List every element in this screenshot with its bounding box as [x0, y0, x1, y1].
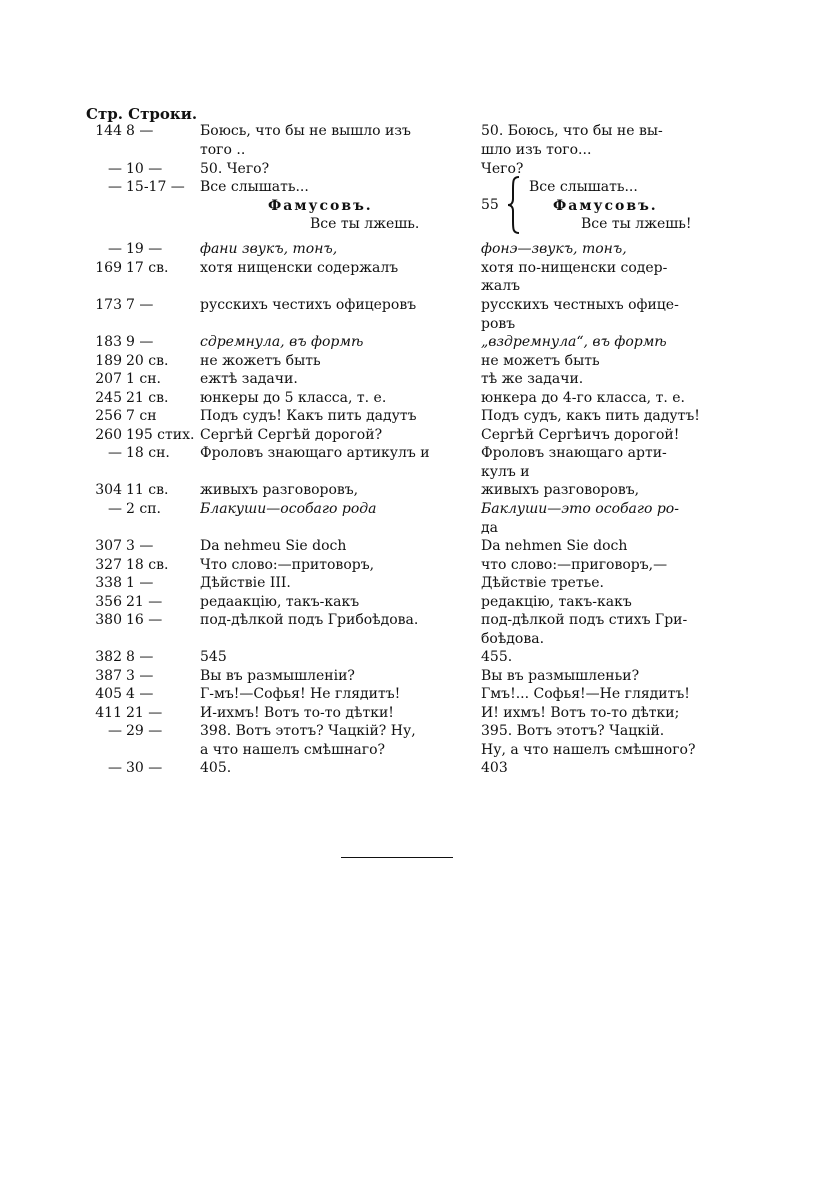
misprint-cell: а что нашелъ смѣшнаго? [200, 742, 386, 758]
page-number-cell: 405 [95, 686, 122, 702]
page-number-cell: 307 [95, 538, 122, 554]
table-row [0, 722, 840, 741]
table-row [0, 537, 840, 556]
table-row [0, 315, 840, 334]
table-row [0, 240, 840, 259]
table-row [0, 463, 840, 482]
correction-cell: что слово:—приговоръ,— [481, 557, 668, 573]
column-header: Стр. Строки. [86, 105, 198, 123]
misprint-cell: ежтѣ задачи. [200, 371, 298, 387]
page-number-cell: — [108, 501, 122, 517]
misprint-cell: фани звукъ, тонъ, [200, 241, 338, 257]
page-number-cell: 411 [95, 705, 122, 721]
correction-cell: Фроловъ знающаго арти- [481, 445, 667, 461]
correction-cell: под-дѣлкой подъ стихъ Гри- [481, 612, 688, 628]
table-row [0, 648, 840, 667]
correction-cell: хотя по-нищенски содер- [481, 260, 668, 276]
line-number-cell: 18 св. [126, 557, 169, 573]
correction-cell: редакцію, такъ-какъ [481, 594, 632, 610]
table-row [0, 178, 840, 197]
line-number-cell: 3 — [126, 538, 154, 554]
misprint-cell: 50. Чего? [200, 161, 270, 177]
table-row [0, 215, 840, 234]
table-row [0, 407, 840, 426]
line-number-cell: 18 сн. [126, 445, 170, 461]
misprint-cell: не жожетъ быть [200, 353, 321, 369]
misprint-cell: И-ихмъ! Вотъ то-то дѣтки! [200, 705, 394, 721]
correction-cell: Подъ судъ, какъ пить дадутъ! [481, 408, 700, 424]
misprint-cell: Г-мъ!—Софья! Не глядитъ! [200, 686, 401, 702]
correction-cell: фонэ—звукъ, тонъ, [481, 241, 627, 257]
correction-cell: да [481, 520, 498, 536]
misprint-cell: под-дѣлкой подъ Грибоѣдова. [200, 612, 419, 628]
correction-cell: Все слышать... [529, 179, 638, 195]
line-number-cell: 8 — [126, 649, 154, 665]
table-row [0, 277, 840, 296]
line-number-cell: 19 — [126, 241, 163, 257]
correction-cell: Da nehmen Sie doch [481, 538, 628, 554]
correction-cell: ровъ [481, 316, 516, 332]
table-row [0, 685, 840, 704]
misprint-cell: редаакцію, такъ-какъ [200, 594, 360, 610]
correction-cell: жалъ [481, 278, 521, 294]
correction-cell: боѣдова. [481, 631, 545, 647]
correction-cell: Все ты лжешь! [581, 216, 692, 232]
misprint-cell: того .. [200, 142, 246, 158]
brace-number: 55 [481, 197, 499, 213]
line-number-cell: 10 — [126, 161, 163, 177]
correction-cell: живыхъ разговоровъ, [481, 482, 640, 498]
page-number-cell: 387 [95, 668, 122, 684]
line-number-cell: 2 сп. [126, 501, 161, 517]
misprint-cell: Подъ судъ! Какъ пить дадутъ [200, 408, 417, 424]
table-row [0, 759, 840, 778]
page-number-cell: 256 [95, 408, 122, 424]
misprint-cell: Фроловъ знающаго артикулъ и [200, 445, 430, 461]
line-number-cell: 4 — [126, 686, 154, 702]
misprint-cell: Вы въ размышленіи? [200, 668, 355, 684]
table-row [0, 333, 840, 352]
misprint-cell: живыхъ разговоровъ, [200, 482, 359, 498]
misprint-cell: Боюсь, что бы не вышло изъ [200, 123, 411, 139]
line-number-cell: 9 — [126, 334, 154, 350]
table-row [0, 667, 840, 686]
misprint-cell: Сергѣй Сергѣй дорогой? [200, 427, 383, 443]
correction-cell: не можетъ быть [481, 353, 600, 369]
page-number-cell: 380 [95, 612, 122, 628]
misprint-cell: Все слышать... [200, 179, 309, 195]
misprint-cell: сдремнула, въ формѣ [200, 334, 364, 350]
table-row [0, 259, 840, 278]
page-number-cell: 245 [95, 390, 122, 406]
page-number-cell: 382 [95, 649, 122, 665]
page-number-cell: — [108, 179, 122, 195]
page-number-cell: 356 [95, 594, 122, 610]
misprint-cell: Что слово:—притоворъ, [200, 557, 375, 573]
table-row [0, 593, 840, 612]
line-number-cell: 11 св. [126, 482, 169, 498]
correction-cell: Чего? [481, 161, 524, 177]
table-row [0, 352, 840, 371]
line-number-cell: 7 сн [126, 408, 157, 424]
correction-cell: Фамусовъ. [553, 198, 658, 214]
line-number-cell: 21 — [126, 594, 163, 610]
line-number-cell: 8 — [126, 123, 154, 139]
misprint-cell: Da nehmeu Sie doch [200, 538, 347, 554]
misprint-cell: русскихъ честихъ офицеровъ [200, 297, 417, 313]
table-row [0, 556, 840, 575]
page-number-cell: 327 [95, 557, 122, 573]
page-number-cell: 144 [95, 123, 122, 139]
table-row [0, 500, 840, 519]
curly-brace-icon [505, 175, 525, 235]
table-row [0, 197, 840, 216]
misprint-cell: Все ты лжешь. [310, 216, 420, 232]
line-number-cell: 30 — [126, 760, 163, 776]
table-row [0, 574, 840, 593]
table-row [0, 444, 840, 463]
correction-cell: 395. Вотъ этотъ? Чацкій. [481, 723, 665, 739]
page-number-cell: 260 [95, 427, 122, 443]
correction-cell: юнкера до 4-го класса, т. е. [481, 390, 685, 406]
table-row [0, 741, 840, 760]
line-number-cell: 17 св. [126, 260, 169, 276]
correction-cell: шло изъ того... [481, 142, 592, 158]
table-row [0, 611, 840, 630]
page-number-cell: 304 [95, 482, 122, 498]
page-number-cell: — [108, 760, 122, 776]
page-number-cell: — [108, 445, 122, 461]
correction-cell: „вздремнула“, въ формѣ [481, 334, 667, 350]
page-number-cell: 169 [95, 260, 122, 276]
table-row [0, 160, 840, 179]
line-number-cell: 1 — [126, 575, 154, 591]
table-row [0, 481, 840, 500]
correction-cell: 50. Боюсь, что бы не вы- [481, 123, 663, 139]
correction-cell: 455. [481, 649, 513, 665]
table-row [0, 704, 840, 723]
table-row [0, 370, 840, 389]
correction-cell: русскихъ честныхъ офице- [481, 297, 679, 313]
line-number-cell: 16 — [126, 612, 163, 628]
table-row [0, 426, 840, 445]
line-number-cell: 21 — [126, 705, 163, 721]
table-row [0, 630, 840, 649]
page-number-cell: 183 [95, 334, 122, 350]
line-number-cell: 15-17 — [126, 179, 185, 195]
table-row [0, 519, 840, 538]
misprint-cell: 405. [200, 760, 232, 776]
line-number-cell: 195 стих. [126, 427, 195, 443]
correction-cell: Гмъ!... Софья!—Не глядитъ! [481, 686, 690, 702]
table-row [0, 296, 840, 315]
page-number-cell: 189 [95, 353, 122, 369]
misprint-cell: хотя нищенски содержалъ [200, 260, 399, 276]
page-number-cell: 207 [95, 371, 122, 387]
page-number-cell: — [108, 241, 122, 257]
correction-cell: Баклуши—это особаго ро- [481, 501, 679, 517]
table-row [0, 141, 840, 160]
correction-cell: Сергѣй Сергѣичъ дорогой! [481, 427, 680, 443]
correction-cell: тѣ же задачи. [481, 371, 584, 387]
line-number-cell: 7 — [126, 297, 154, 313]
misprint-cell: юнкеры до 5 класса, т. е. [200, 390, 387, 406]
correction-cell: Дѣйствіе третье. [481, 575, 604, 591]
table-row [0, 389, 840, 408]
misprint-cell: Дѣйствіе III. [200, 575, 291, 591]
divider-rule [341, 857, 453, 858]
line-number-cell: 21 св. [126, 390, 169, 406]
line-number-cell: 20 св. [126, 353, 169, 369]
correction-cell: Вы въ размышленьи? [481, 668, 640, 684]
correction-cell: 403 [481, 760, 508, 776]
page-number-cell: 173 [95, 297, 122, 313]
misprint-cell: 545 [200, 649, 227, 665]
correction-cell: Ну, а что нашелъ смѣшного? [481, 742, 696, 758]
correction-cell: И! ихмъ! Вотъ то-то дѣтки; [481, 705, 680, 721]
misprint-cell: Блакуши—особаго рода [200, 501, 377, 517]
misprint-cell: 398. Вотъ этотъ? Чацкій? Ну, [200, 723, 416, 739]
table-row [0, 122, 840, 141]
page-number-cell: — [108, 161, 122, 177]
line-number-cell: 29 — [126, 723, 163, 739]
page-number-cell: 338 [95, 575, 122, 591]
page-number-cell: — [108, 723, 122, 739]
line-number-cell: 3 — [126, 668, 154, 684]
line-number-cell: 1 сн. [126, 371, 161, 387]
misprint-cell: Фамусовъ. [268, 198, 373, 214]
correction-cell: кулъ и [481, 464, 530, 480]
